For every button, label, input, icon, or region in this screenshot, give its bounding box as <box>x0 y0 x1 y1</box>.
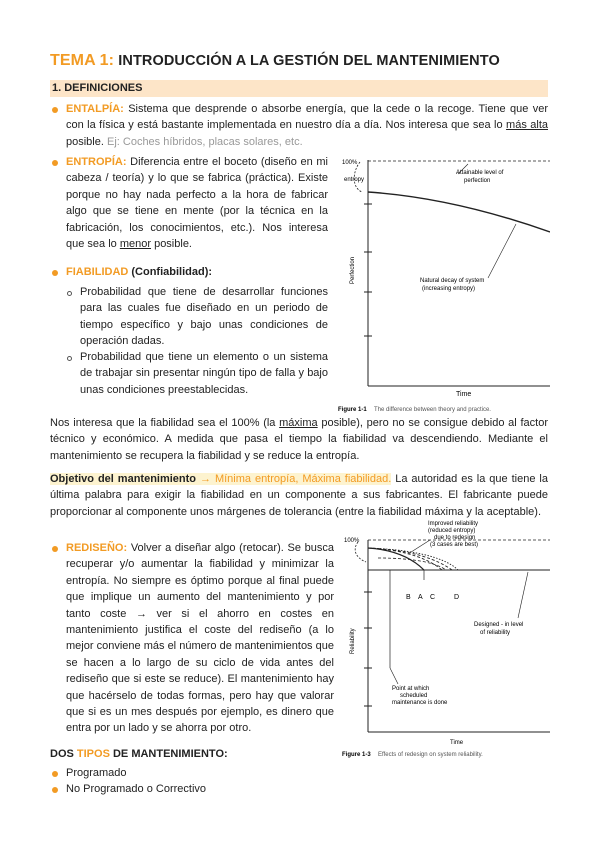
fig2-bracket <box>355 542 366 562</box>
rediseno-paragraph <box>66 540 334 737</box>
fig1-xlabel: Time <box>456 391 472 398</box>
fiabilidad-colon: : <box>208 266 213 278</box>
fig2-curve <box>368 548 458 570</box>
section-heading-definiciones: 1. DEFINICIONES <box>50 80 548 97</box>
fig1-natural-2: (increasing entropy) <box>422 286 476 292</box>
fig1-attainable-2: perfection <box>464 178 491 184</box>
fig2-improved-4: (3 cases are best) <box>430 542 479 548</box>
para-fiab-text2: posible), pero no se consigue debido al factor técnico y económico. A medida que pasa el tiempo la fiabilidad va descendiendo. Mediante el mantenimiento se recupera la fiabilidad y se reduce la entropía. <box>50 417 548 462</box>
fig2-designed-1: Designed - in level <box>474 622 524 628</box>
fiabilidad-def-1: Probabilidad que tiene de desarrollar funciones para las cuales fue diseñado en un periodo de tiempo específico y bajo unas condiciones de operación dadas. <box>80 286 328 348</box>
fiabilidad-paragraph <box>50 415 548 464</box>
fiabilidad-heading <box>66 264 328 280</box>
fig2-caption-bold: Figure 1-3 <box>342 752 371 758</box>
bullet-dot <box>52 787 58 793</box>
figure-perfection-chart <box>338 152 550 416</box>
tipos-word: TIPOS <box>76 748 110 760</box>
fig2-designed-2: of reliability <box>480 630 511 636</box>
bullet-dot <box>52 771 58 777</box>
fig1-pointer <box>488 224 516 278</box>
fig2-pointer <box>518 572 528 618</box>
fig2-letter-b: B <box>406 594 411 601</box>
fig1-entropy-label: entropy <box>344 177 365 183</box>
fig2-curve <box>368 548 424 570</box>
bullet-dot <box>52 107 58 113</box>
fig1-y100: 100% <box>342 160 358 166</box>
fig2-point-2: scheduled <box>400 693 428 699</box>
para-fiab-text1: Nos interesa que la fiabilidad sea el 100% (la <box>50 417 280 429</box>
fig2-letter-c: C <box>430 594 436 601</box>
fig1-ylabel: Perfection <box>350 256 356 284</box>
tipos-heading <box>50 746 350 762</box>
fig1-natural-1: Natural decay of system <box>420 278 485 284</box>
entropia-underline: menor <box>119 238 152 251</box>
entropia-label: ENTROPÍA: <box>66 156 127 168</box>
fig1-attainable-1: Attainable level of <box>456 170 504 176</box>
bullet-dot <box>52 270 58 276</box>
objetivo-label: Objetivo del mantenimiento <box>50 473 197 485</box>
fig2-letter-a: A <box>418 594 423 601</box>
entalpia-text: Sistema que desprende o absorbe energía, que la cede o la recoge. Tiene que ver con la física y está bastante implementada en nuestro día a día. Nos interesa que sea lo <box>66 103 548 132</box>
entalpia-example: Ej: Coches híbridos, placas solares, etc. <box>106 135 303 148</box>
objetivo-arrow: → <box>196 473 215 485</box>
sub-bullet <box>67 291 72 296</box>
objetivo-text: La autoridad es la que tiene la última palabra para exigir la fiabilidad en un componente a sus fabricantes. El fabricante puede proporcionar al componente unos márgenes de tolerancia (entre la fiabilidad máxima y la aceptable). <box>50 473 548 518</box>
figure-reliability-chart <box>338 518 550 762</box>
entropia-text: Diferencia entre el boceto (diseño en mi cabeza / teoría) y lo que se fabrica (práctica). Existe porque no hay nada perfecto a la hora de fabricar algo que se tiene en mente (por la técnica en la fabricación, los conocimientos, etc.). Nos interesa que sea lo <box>66 156 328 251</box>
objetivo-paragraph <box>50 471 548 520</box>
fig2-pointer <box>390 668 398 684</box>
fiabilidad-label: FIABILIDAD <box>66 266 129 278</box>
fig1-caption: The difference between theory and practice. <box>374 407 491 413</box>
fig2-y100: 100% <box>344 538 360 544</box>
tipos-post: DE MANTENIMIENTO: <box>109 748 228 760</box>
tipos-pre: DOS <box>50 748 77 760</box>
fig2-improved-3: due to redesign <box>434 535 476 541</box>
fig2-point-3: maintenance is done <box>392 700 448 706</box>
fiabilidad-def-2: Probabilidad que tiene un elemento o un sistema de trabajar sin presentar ningún tipo de falla y bajo unas condiciones preestablecidas. <box>80 351 328 396</box>
entalpia-text2: posible. <box>66 135 107 148</box>
tipo-item-no-programado: No Programado o Correctivo <box>66 783 207 795</box>
entropia-paragraph <box>66 154 328 252</box>
entropia-text2: posible. <box>151 238 192 251</box>
title-text: INTRODUCCIÓN A LA GESTIÓN DEL MANTENIMIENTO <box>118 53 500 69</box>
fig2-curve <box>378 558 446 570</box>
objetivo-goal: Mínima entropía, Máxima fiabilidad. <box>214 473 392 485</box>
fig2-improved-1: Improved reliability <box>428 521 479 527</box>
fig2-point-1: Point at which <box>392 686 430 692</box>
title-prefix: TEMA 1: <box>50 52 115 69</box>
fiabilidad-label2: (Confiabilidad) <box>128 266 209 278</box>
fig2-caption: Effects of redesign on system reliability. <box>378 752 483 758</box>
page-title <box>50 52 500 70</box>
rediseno-text: Volver a diseñar algo (retocar). Se busca recuperar y/o aumentar la fiabilidad y minimizar la entropía. No siempre es óptimo porque al final puede que implique un aumento del mantenimiento y por tanto coste → ver si el ahorro en costes en mantenimiento justifica el coste del rediseño (a lo mejor conviene más el número de mantenimientos que se hacen a lo largo de su ciclo de vida antes del rediseño que si este se reduce). El mantenimiento hay que hacérselo de todas formas, pero hay que valorar que si es un mes después por ejemplo, es dinero que entra por un lado y se ahorra por otro. <box>66 542 334 735</box>
entalpia-paragraph <box>66 101 548 150</box>
fig1-decay-curve <box>368 192 550 232</box>
fig2-xlabel: Time <box>450 740 464 746</box>
fig2-letter-d: D <box>454 594 460 601</box>
bullet-dot <box>52 160 58 166</box>
para-fiab-underline: máxima <box>279 417 318 429</box>
entalpia-label: ENTALPÍA: <box>66 103 124 115</box>
fig2-pointer <box>408 540 430 554</box>
tipo-item-programado: Programado <box>66 767 127 779</box>
rediseno-label: REDISEÑO: <box>66 542 128 554</box>
fig2-improved-2: (reduced entropy) <box>428 528 476 534</box>
fig1-caption-bold: Figure 1-1 <box>338 407 367 413</box>
fig2-ylabel: Reliability <box>350 628 356 654</box>
bullet-dot <box>52 546 58 552</box>
entalpia-underline: más alta <box>506 119 549 132</box>
sub-bullet <box>67 356 72 361</box>
